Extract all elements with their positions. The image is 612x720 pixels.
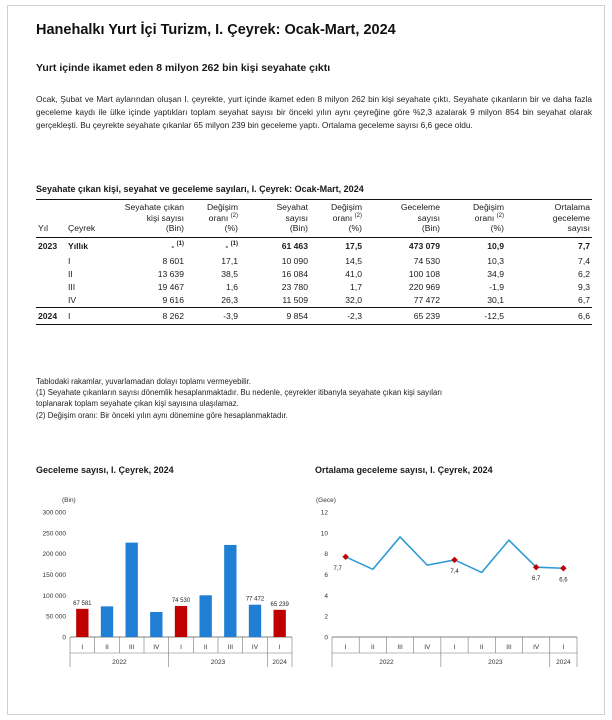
header-degisim-3: Değişim oranı $^{(2)}$ (%) (442, 200, 506, 238)
x-year-label: 2024 (272, 659, 287, 666)
line-chart (306, 482, 596, 682)
cell-degisim-3: -1,9 (489, 282, 504, 293)
note-line: Tablodaki rakamlar, yuvarlamadan dolayı toplamı vermeyebilir. (36, 377, 251, 386)
x-tick-label: III (506, 644, 512, 651)
line-data-label: 6,7 (531, 576, 541, 583)
y-tick-label: 6 (324, 572, 328, 579)
cell-ortalama: 9,3 (578, 282, 590, 293)
cell-degisim-3: 30,1 (487, 295, 504, 306)
x-year-label: 2022 (112, 659, 127, 666)
cell-degisim-1: 17,1 (221, 255, 238, 266)
stats-table (36, 199, 592, 325)
x-tick-label: I (453, 644, 456, 651)
y-tick-label: 4 (324, 592, 328, 600)
x-year-label: 2022 (379, 659, 394, 666)
cell-seyahat: 9 854 (240, 307, 310, 324)
cell-ortalama: 6,2 (578, 268, 590, 279)
cell-degisim-1: 26,3 (221, 295, 238, 306)
cell-seyahat: 10 090 (281, 255, 308, 266)
y-tick-label: 10 (320, 530, 328, 538)
x-year-label: 2023 (488, 659, 503, 666)
bar (126, 543, 138, 637)
note-line: toplanarak toplam seyahate çıkan kişi sayısına ulaşılamaz. (36, 399, 239, 409)
cell-kisi: 9 616 (162, 295, 184, 306)
x-tick-label: III (227, 644, 234, 651)
table-notes (36, 376, 596, 421)
cell-seyahat: 11 509 (282, 295, 308, 306)
cell-degisim-2: 17,5 (345, 240, 362, 251)
x-tick-label: I (180, 644, 182, 651)
line-data-label: 7,4 (450, 568, 459, 575)
x-tick-label: IV (153, 644, 160, 651)
data-point-marker (560, 565, 566, 571)
cell-geceleme: 65 239 (364, 307, 442, 324)
line-data-label: 6,6 (559, 577, 568, 584)
bar (150, 612, 162, 637)
y-tick-label: 0 (324, 634, 328, 642)
summary-paragraph: Ocak, Şubat ve Mart aylarından oluşan I. çeyrekte, yurt içinde ikamet eden 8 milyon 262 bin kişi seyahate çıktı. Seyahate çıkanların bir ve daha fazla geceleme kaydı ile ülke içinde yaptıkları toplam seyahat sayısı bir önceki yılın aynı çeyreğine göre %2,3 azalarak 9 milyon 854 bin seyahat olarak gerçekleşti. Bu çeyrekte seyahate çıkanlar 65 milyon 239 bin geceleme yaptı. Ortalama geceleme sayısı 6,6 gece oldu. (36, 94, 592, 131)
cell-degisim-2: -2,3 (310, 307, 364, 324)
cell-degisim-1: -3,9 (186, 307, 240, 324)
y-tick-label: 250 000 (42, 530, 66, 538)
cell-degisim-1: 38,5 (221, 268, 238, 279)
line-data-label: 7,7 (333, 565, 342, 572)
x-tick-label: IV (533, 644, 540, 651)
y-tick-label: 300 000 (42, 509, 66, 517)
report-page (7, 5, 605, 715)
header-ceyrek: Çeyrek (66, 200, 116, 238)
cell-kisi: - $^{(1)}$ (171, 240, 184, 251)
cell-ceyrek: I (66, 307, 116, 324)
bar-data-label: 74 530 (171, 597, 191, 604)
bar (224, 545, 236, 637)
cell-ceyrek: II (68, 268, 73, 279)
y-tick-label: 150 000 (42, 572, 66, 579)
bar-chart-title: Geceleme sayısı, I. Çeyrek, 2024 (36, 465, 174, 475)
table-row (36, 254, 592, 267)
table-header-row (36, 200, 592, 238)
bar (200, 595, 212, 637)
table-row (36, 267, 592, 280)
x-tick-label: II (105, 644, 109, 651)
cell-degisim-2: 41,0 (345, 268, 362, 279)
x-tick-label: III (128, 644, 135, 651)
cell-degisim-3: 34,9 (487, 268, 504, 279)
cell-geceleme: 220 969 (408, 282, 440, 293)
cell-kisi: 19 467 (157, 282, 184, 293)
line-chart-title: Ortalama geceleme sayısı, I. Çeyrek, 2024 (315, 465, 493, 475)
cell-seyahat: 23 780 (281, 282, 308, 293)
y-tick-label: 2 (324, 613, 328, 621)
y-tick-label: 8 (324, 551, 328, 559)
cell-degisim-2: 32,0 (345, 295, 362, 306)
cell-yil: 2023 (38, 240, 58, 251)
cell-seyahat: 61 463 (281, 240, 308, 251)
x-tick-label: II (371, 644, 375, 651)
bar-data-label: 65 239 (270, 601, 289, 608)
bar (249, 605, 261, 637)
bar-chart (22, 482, 302, 682)
y-tick-label: 200 000 (42, 551, 66, 559)
cell-degisim-2: 14,5 (345, 255, 362, 266)
cell-ortalama: 6,7 (578, 295, 590, 306)
cell-yil: 2024 (36, 307, 66, 324)
cell-yil (36, 254, 66, 267)
cell-ortalama: 7,4 (578, 255, 590, 266)
cell-geceleme: 77 472 (413, 295, 440, 306)
bar (175, 606, 187, 637)
cell-geceleme: 100 108 (408, 268, 440, 279)
bar-data-label: 77 472 (245, 596, 265, 603)
cell-ortalama: 7,7 (578, 240, 590, 251)
cell-degisim-1: 1,6 (226, 282, 238, 293)
x-year-label: 2023 (210, 659, 226, 666)
table-row (36, 281, 592, 294)
note-line: (1) Seyahate çıkanların sayısı dönemlik hesaplanmaktadır. Bu nedenle, çeyrekler itibanyla seyahate çıkan kişi sayıları (36, 388, 443, 398)
x-tick-label: II (203, 644, 208, 651)
cell-ceyrek: I (68, 255, 71, 266)
cell-kisi: 8 601 (162, 255, 184, 266)
x-tick-label: IV (251, 644, 259, 651)
y-axis-unit-label: (Bin) (62, 497, 76, 504)
x-tick-label: I (278, 644, 281, 651)
series-line (346, 537, 564, 572)
note-line: (2) Değişim oranı: Bir önceki yılın aynı dönemine göre hesaplanmaktadır. (36, 410, 288, 420)
header-seyahat: Seyahat sayısı (Bin) (240, 200, 310, 238)
y-tick-label: 0 (62, 634, 66, 642)
table-title: Seyahate çıkan kişi, seyahat ve geceleme sayıları, I. Çeyrek: Ocak-Mart, 2024 (36, 184, 364, 194)
header-kisi: Seyahate çıkan kişi sayısı (Bin) (116, 200, 186, 238)
x-tick-label: I (81, 644, 84, 651)
x-tick-label: III (397, 644, 403, 651)
bar-data-label: 67 581 (73, 600, 92, 607)
stats-table-wrapper (36, 199, 592, 325)
cell-degisim-3: 10,9 (487, 240, 504, 251)
header-degisim-1: Değişim oranı $^{(2)}$ (%) (186, 200, 240, 238)
header-ortalama: Ortalama geceleme sayısı (506, 200, 592, 238)
cell-yil (36, 281, 66, 294)
data-point-marker (451, 557, 457, 563)
table-row (36, 294, 592, 307)
cell-ceyrek: Yıllık (68, 240, 89, 251)
page-title: Hanehalkı Yurt İçi Turizm, I. Çeyrek: Ocak-Mart, 2024 (36, 22, 396, 38)
cell-kisi: 8 262 (116, 307, 186, 324)
cell-ceyrek: IV (68, 295, 77, 306)
page-subtitle: Yurt içinde ikamet eden 8 milyon 262 bin kişi seyahate çıktı (36, 62, 331, 74)
cell-yil (36, 294, 66, 307)
x-tick-label: IV (424, 644, 431, 651)
x-tick-label: I (344, 644, 347, 651)
y-axis-unit-label: (Gece) (316, 497, 336, 504)
header-geceleme: Geceleme sayısı (Bin) (364, 200, 442, 238)
x-year-label: 2024 (556, 659, 571, 666)
cell-ortalama: 6,6 (506, 307, 592, 324)
y-tick-label: 50 000 (46, 613, 66, 621)
cell-geceleme: 473 079 (408, 240, 440, 251)
cell-geceleme: 74 530 (413, 255, 440, 266)
cell-degisim-3: 10,3 (487, 255, 504, 266)
cell-ceyrek: III (68, 282, 76, 293)
cell-kisi: 13 639 (157, 268, 184, 279)
bar (274, 610, 286, 637)
cell-degisim-3: -12,5 (442, 307, 506, 324)
table-row (36, 237, 592, 254)
table-row (36, 307, 592, 324)
y-tick-label: 12 (320, 509, 328, 517)
header-yil: Yıl (36, 200, 66, 238)
x-tick-label: II (479, 644, 484, 651)
data-point-marker (342, 554, 348, 560)
cell-seyahat: 16 084 (281, 268, 308, 279)
y-tick-label: 100 000 (42, 592, 66, 600)
header-degisim-2: Değişim oranı $^{(2)}$ (%) (310, 200, 364, 238)
x-tick-label: I (562, 644, 565, 651)
bar (76, 609, 88, 637)
bar (101, 606, 113, 637)
cell-degisim-2: 1,7 (350, 282, 362, 293)
cell-degisim-1: - $^{(1)}$ (225, 240, 238, 251)
cell-yil (36, 267, 66, 280)
